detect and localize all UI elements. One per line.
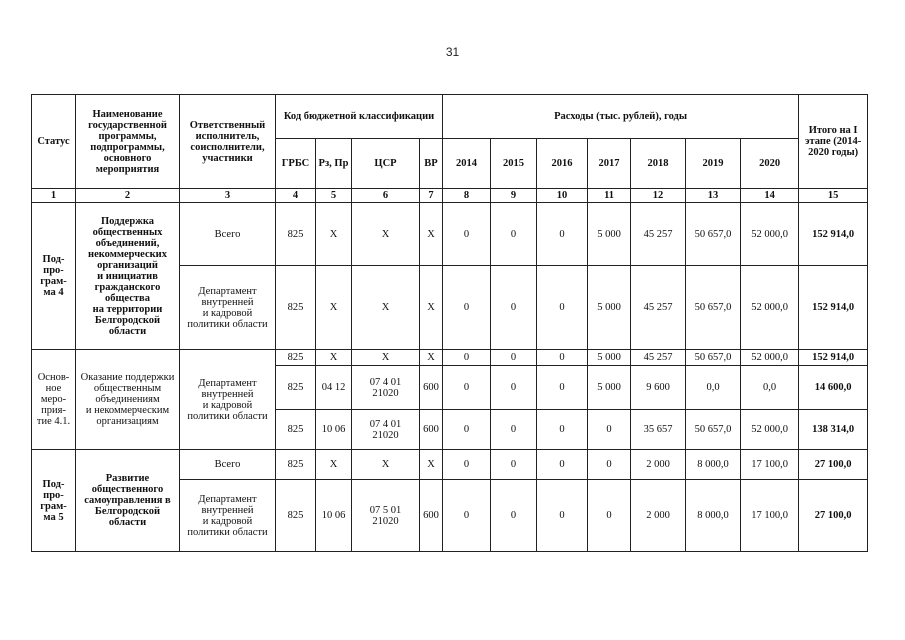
year-2014-cell: 0: [443, 410, 491, 450]
year-2014-cell: 0: [443, 480, 491, 552]
grbs-cell: 825: [276, 450, 316, 480]
vr-cell: 600: [420, 480, 443, 552]
responsible-cell: Всего: [180, 450, 276, 480]
year-2015-cell: 0: [491, 450, 537, 480]
status-cell: Основ- ное меро- прия- тие 4.1.: [32, 350, 76, 450]
year-2019-cell: 8 000,0: [686, 480, 741, 552]
vr-cell: X: [420, 450, 443, 480]
year-2018-cell: 45 257: [631, 266, 686, 350]
year-2020-cell: 52 000,0: [741, 203, 799, 266]
header-responsible: Ответственный исполнитель, соисполнители, участники: [180, 95, 276, 189]
vr-cell: 600: [420, 410, 443, 450]
vr-cell: X: [420, 350, 443, 366]
budget-table: [31, 94, 868, 552]
year-2017-cell: 5 000: [588, 366, 631, 410]
column-number: 13: [686, 189, 741, 203]
year-2016-cell: 0: [537, 410, 588, 450]
csr-cell: X: [352, 350, 420, 366]
year-2015-cell: 0: [491, 266, 537, 350]
total-cell: 152 914,0: [799, 350, 868, 366]
year-2018-cell: 2 000: [631, 450, 686, 480]
year-2016-cell: 0: [537, 450, 588, 480]
year-2018-cell: 45 257: [631, 203, 686, 266]
total-cell: 152 914,0: [799, 266, 868, 350]
grbs-cell: 825: [276, 480, 316, 552]
column-number: 6: [352, 189, 420, 203]
column-number: 14: [741, 189, 799, 203]
status-cell: Под- про- грам- ма 5: [32, 450, 76, 552]
year-2019-cell: 50 657,0: [686, 410, 741, 450]
total-cell: 152 914,0: [799, 203, 868, 266]
year-2020-cell: 52 000,0: [741, 410, 799, 450]
vr-cell: X: [420, 203, 443, 266]
vr-cell: 600: [420, 366, 443, 410]
year-2017-cell: 0: [588, 410, 631, 450]
year-2017-cell: 5 000: [588, 203, 631, 266]
year-2017-cell: 5 000: [588, 350, 631, 366]
year-2020-cell: 17 100,0: [741, 450, 799, 480]
year-2017-cell: 5 000: [588, 266, 631, 350]
column-number: 1: [32, 189, 76, 203]
header-expenses: Расходы (тыс. рублей), годы: [443, 95, 799, 139]
total-cell: 27 100,0: [799, 480, 868, 552]
csr-cell: 07 5 01 21020: [352, 480, 420, 552]
year-2016-cell: 0: [537, 203, 588, 266]
year-2016-cell: 0: [537, 366, 588, 410]
grbs-cell: 825: [276, 203, 316, 266]
year-2018-cell: 45 257: [631, 350, 686, 366]
year-2015-cell: 0: [491, 480, 537, 552]
rz-pr-cell: 10 06: [316, 480, 352, 552]
year-2018-cell: 35 657: [631, 410, 686, 450]
column-number-row: [32, 189, 868, 203]
year-2014-cell: 0: [443, 366, 491, 410]
column-number: 15: [799, 189, 868, 203]
total-cell: 138 314,0: [799, 410, 868, 450]
header-year-2020: 2020: [741, 139, 799, 189]
table-row: [32, 203, 868, 266]
column-number: 2: [76, 189, 180, 203]
year-2018-cell: 2 000: [631, 480, 686, 552]
csr-cell: X: [352, 266, 420, 350]
year-2014-cell: 0: [443, 450, 491, 480]
header-csr: ЦСР: [352, 139, 420, 189]
header-status: Статус: [32, 95, 76, 189]
year-2015-cell: 0: [491, 366, 537, 410]
name-cell: Оказание поддержки общественным объединениям и некоммерческим организациям: [76, 350, 180, 450]
year-2014-cell: 0: [443, 266, 491, 350]
table-row: [32, 450, 868, 480]
year-2016-cell: 0: [537, 266, 588, 350]
page-number: 31: [445, 45, 460, 59]
column-number: 3: [180, 189, 276, 203]
year-2020-cell: 0,0: [741, 366, 799, 410]
vr-cell: X: [420, 266, 443, 350]
year-2015-cell: 0: [491, 410, 537, 450]
column-number: 12: [631, 189, 686, 203]
year-2017-cell: 0: [588, 450, 631, 480]
name-cell: Развитие общественного самоуправления в Белгородской области: [76, 450, 180, 552]
responsible-cell: Департамент внутренней и кадровой политики области: [180, 266, 276, 350]
year-2019-cell: 50 657,0: [686, 266, 741, 350]
column-number: 10: [537, 189, 588, 203]
year-2014-cell: 0: [443, 203, 491, 266]
header-grbs: ГРБС: [276, 139, 316, 189]
rz-pr-cell: 04 12: [316, 366, 352, 410]
grbs-cell: 825: [276, 350, 316, 366]
rz-pr-cell: 10 06: [316, 410, 352, 450]
header-year-2014: 2014: [443, 139, 491, 189]
column-number: 11: [588, 189, 631, 203]
year-2019-cell: 8 000,0: [686, 450, 741, 480]
header-year-2015: 2015: [491, 139, 537, 189]
year-2019-cell: 0,0: [686, 366, 741, 410]
table-row: [32, 350, 868, 366]
year-2016-cell: 0: [537, 480, 588, 552]
header-year-2019: 2019: [686, 139, 741, 189]
csr-cell: X: [352, 450, 420, 480]
csr-cell: 07 4 01 21020: [352, 410, 420, 450]
grbs-cell: 825: [276, 410, 316, 450]
responsible-cell: Всего: [180, 203, 276, 266]
year-2020-cell: 17 100,0: [741, 480, 799, 552]
status-cell: Под- про- грам- ма 4: [32, 203, 76, 350]
column-number: 8: [443, 189, 491, 203]
column-number: 4: [276, 189, 316, 203]
year-2019-cell: 50 657,0: [686, 203, 741, 266]
header-name: Наименование государственной программы, подпрограммы, основного мероприятия: [76, 95, 180, 189]
column-number: 9: [491, 189, 537, 203]
rz-pr-cell: X: [316, 450, 352, 480]
responsible-cell: Департамент внутренней и кадровой политики области: [180, 350, 276, 450]
year-2015-cell: 0: [491, 350, 537, 366]
total-cell: 27 100,0: [799, 450, 868, 480]
total-cell: 14 600,0: [799, 366, 868, 410]
year-2014-cell: 0: [443, 350, 491, 366]
header-total: Итого на I этапе (2014-2020 годы): [799, 95, 868, 189]
header-budget-code: Код бюджетной классификации: [276, 95, 443, 139]
grbs-cell: 825: [276, 266, 316, 350]
rz-pr-cell: X: [316, 350, 352, 366]
year-2018-cell: 9 600: [631, 366, 686, 410]
header-year-2017: 2017: [588, 139, 631, 189]
name-cell: Поддержка общественных объединений, некоммерческих организаций и инициатив гражданского общества на территории Белгородской области: [76, 203, 180, 350]
year-2016-cell: 0: [537, 350, 588, 366]
year-2019-cell: 50 657,0: [686, 350, 741, 366]
responsible-cell: Департамент внутренней и кадровой политики области: [180, 480, 276, 552]
year-2020-cell: 52 000,0: [741, 266, 799, 350]
rz-pr-cell: X: [316, 203, 352, 266]
csr-cell: 07 4 01 21020: [352, 366, 420, 410]
column-number: 7: [420, 189, 443, 203]
column-number: 5: [316, 189, 352, 203]
year-2017-cell: 0: [588, 480, 631, 552]
grbs-cell: 825: [276, 366, 316, 410]
year-2015-cell: 0: [491, 203, 537, 266]
header-rz-pr: Рз, Пр: [316, 139, 352, 189]
csr-cell: X: [352, 203, 420, 266]
header-year-2018: 2018: [631, 139, 686, 189]
header-year-2016: 2016: [537, 139, 588, 189]
header-vr: ВР: [420, 139, 443, 189]
year-2020-cell: 52 000,0: [741, 350, 799, 366]
rz-pr-cell: X: [316, 266, 352, 350]
